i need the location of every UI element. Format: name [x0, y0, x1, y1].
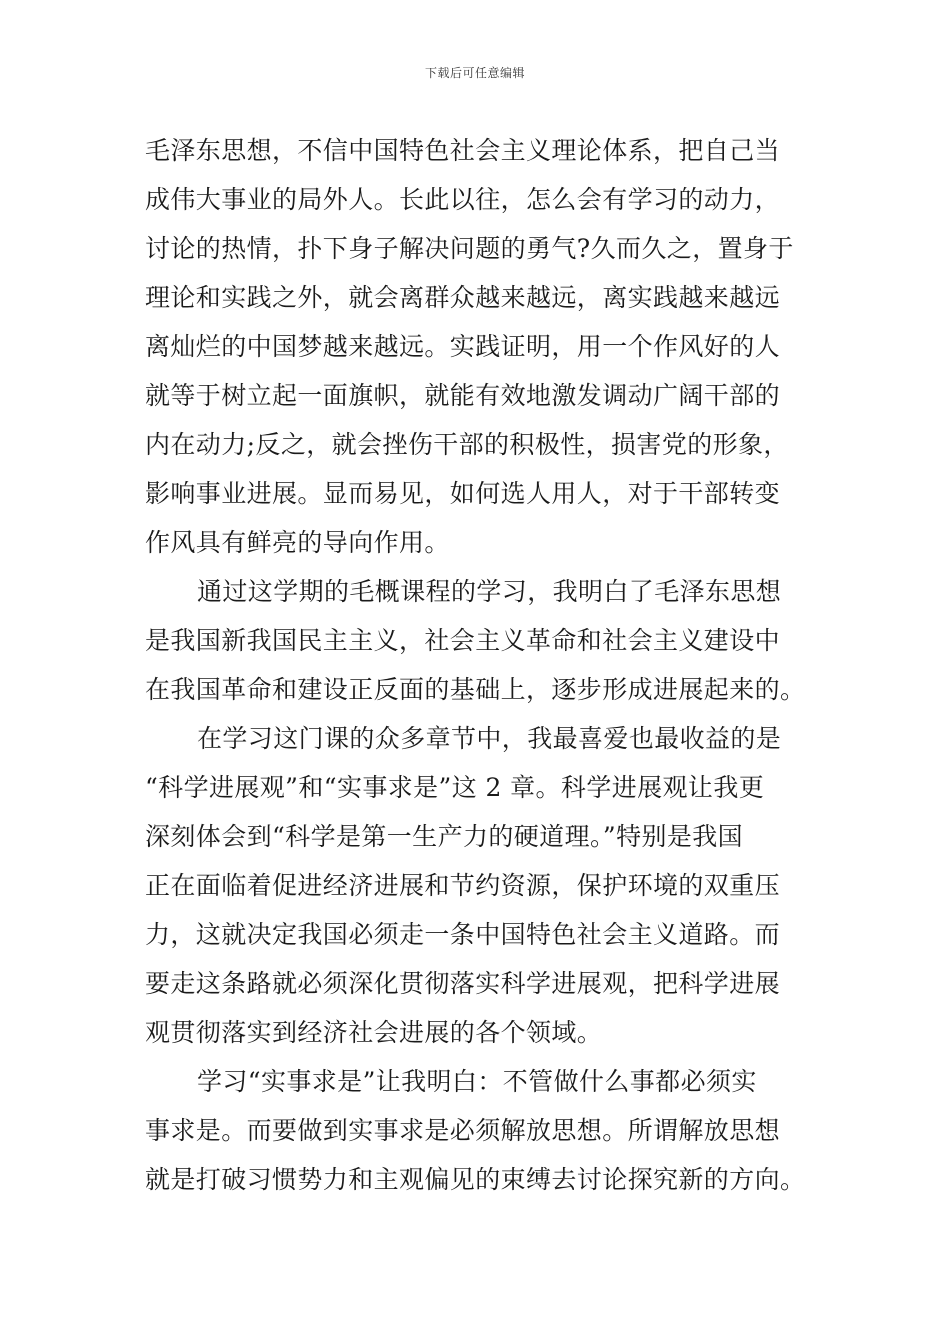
text-line: 离灿烂的中国梦越来越远。实践证明，用一个作风好的人 [145, 332, 781, 361]
page-header: 下载后可任意编辑 [424, 66, 525, 80]
text-line: 影响事业进展。显而易见，如何选人用人，对于干部转变 [145, 479, 781, 508]
text-line: 内在动力;反之，就会挫伤干部的积极性，损害党的形象， [145, 430, 789, 459]
text-line: “科学进展观”和“实事求是”这 2 章。科学进展观让我更 [145, 773, 765, 802]
text-line: 讨论的热情，扑下身子解决问题的勇气?久而久之，置身于 [145, 234, 794, 263]
text-line: 理论和实践之外，就会离群众越来越远，离实践越来越远 [145, 283, 781, 312]
text-line: 事求是。而要做到实事求是必须解放思想。所谓解放思想 [145, 1116, 781, 1145]
text-line: 通过这学期的毛概课程的学习，我明白了毛泽东思想 [197, 577, 782, 606]
text-line: 深刻体会到“科学是第一生产力的硬道理。”特别是我国 [145, 822, 744, 851]
text-line: 力，这就决定我国必须走一条中国特色社会主义道路。而 [145, 920, 781, 949]
text-line: 在我国革命和建设正反面的基础上，逐步形成进展起来的。 [145, 675, 806, 704]
text-line: 正在面临着促进经济进展和节约资源，保护环境的双重压 [145, 871, 781, 900]
text-line: 作风具有鲜亮的导向作用。 [145, 528, 450, 557]
text-line: 观贯彻落实到经济社会进展的各个领域。 [145, 1018, 603, 1047]
text-line: 毛泽东思想，不信中国特色社会主义理论体系，把自己当 [145, 136, 781, 165]
text-line: 就是打破习惯势力和主观偏见的束缚去讨论探究新的方向。 [145, 1165, 806, 1194]
text-line: 就等于树立起一面旗帜，就能有效地激发调动广阔干部的 [145, 381, 781, 410]
text-line: 学习“实事求是”让我明白：不管做什么事都必须实 [197, 1067, 757, 1096]
body-text [145, 126, 810, 1204]
text-line: 是我国新我国民主主义，社会主义革命和社会主义建设中 [145, 626, 781, 655]
text-line: 在学习这门课的众多章节中，我最喜爱也最收益的是 [197, 724, 782, 753]
text-line: 要走这条路就必须深化贯彻落实科学进展观，把科学进展 [145, 969, 781, 998]
text-line: 成伟大事业的局外人。长此以往，怎么会有学习的动力， [145, 185, 781, 214]
